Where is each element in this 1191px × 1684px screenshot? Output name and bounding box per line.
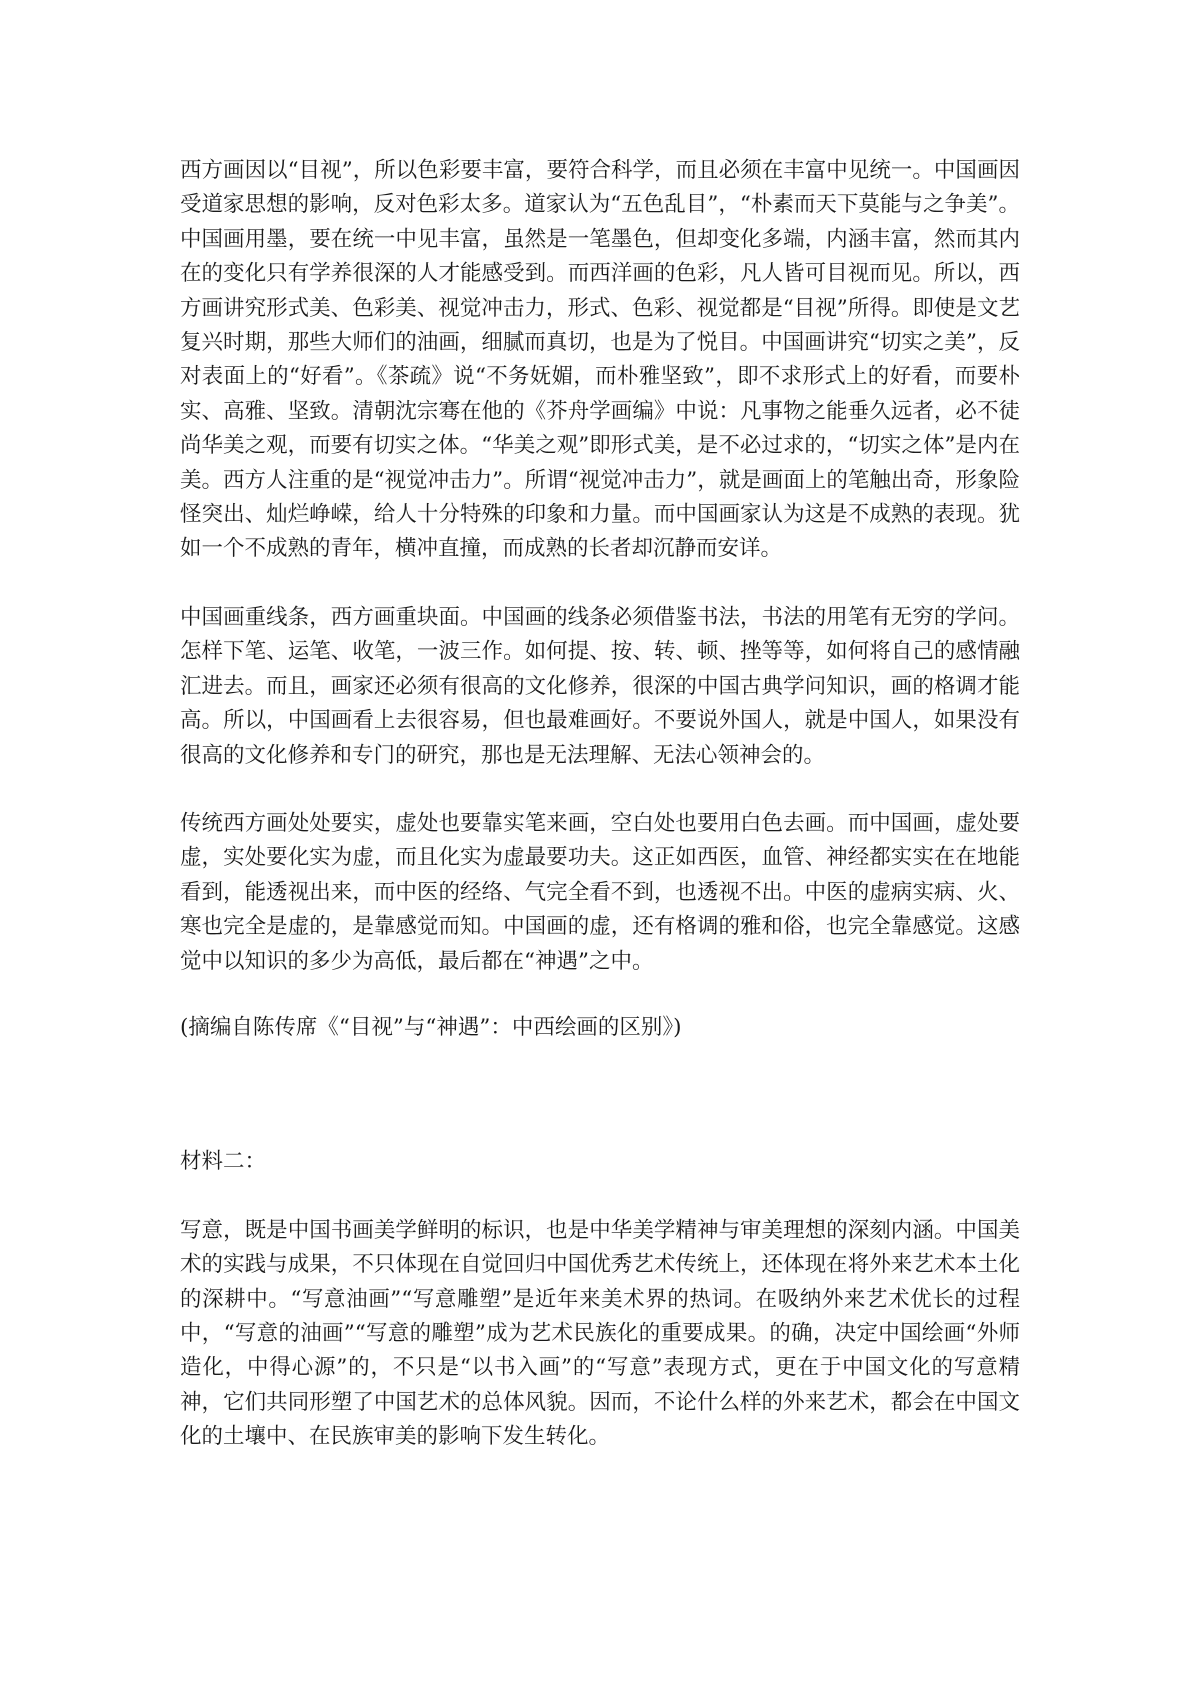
paragraph-color: 西方画因以“目视”，所以色彩要丰富，要符合科学，而且必须在丰富中见统一。中国画因受道家思想的影响，反对色彩太多。道家认为“五色乱目”，“朴素而天下莫能与之争美”。中国画用墨，要在统一中见丰富，虽然是一笔墨色，但却变化多端，内涵丰富，然而其内在的变化只有学养很深的人才能感受到。而西洋画的色彩，凡人皆可目视而见。所以，西方画讲究形式美、色彩美、视觉冲击力，形式、色彩、视觉都是“目视”所得。即使是文艺复兴时期，那些大师们的油画，细腻而真切，也是为了悦目。中国画讲究“切实之美”，反对表面上的“好看”。《茶疏》说“不务妩媚，而朴雅坚致”，即不求形式上的好看，而要朴实、高雅、坚致。清朝沈宗骞在他的《芥舟学画编》中说：凡事物之能垂久远者，必不徒尚华美之观，而要有切实之体。“华美之观”即形式美，是不必过求的，“切实之体”是内在美。西方人注重的是“视觉冲击力”。所谓“视觉冲击力”，就是画面上的笔触出奇，形象险怪突出、灿烂峥嵘，给人十分特殊的印象和力量。而中国画家认为这是不成熟的表现。犹如一个不成熟的青年，横冲直撞，而成熟的长者却沉静而安详。 bbox=[180, 158, 1020, 562]
paragraph-void: 传统西方画处处要实，虚处也要靠实笔来画，空白处也要用白色去画。而中国画，虚处要虚，实处要化实为虚，而且化实为虚最要功夫。这正如西医，血管、神经都实实在在地能看到，能透视出来，而中医的经络、气完全看不到，也透视不出。中医的虚病实病、火、寒也完全是虚的，是靠感觉而知。中国画的虚，还有格调的雅和俗，也完全靠感觉。这感觉中以知识的多少为高低，最后都在“神遇”之中。 bbox=[180, 810, 1020, 974]
paragraph-xieyi: 写意，既是中国书画美学鲜明的标识，也是中华美学精神与审美理想的深刻内涵。中国美术的实践与成果，不只体现在自觉回归中国优秀艺术传统上，还体现在将外来艺术本土化的深耕中。“写意油画”“写意雕塑”是近年来美术界的热词。在吸纳外来艺术优长的过程中，“写意的油画”“写意的雕塑”成为艺术民族化的重要成果。的确，决定中国绘画“外师造化，中得心源”的，不只是“以书入画”的“写意”表现方式，更在于中国文化的写意精神，它们共同形塑了中国艺术的总体风貌。因而，不论什么样的外来艺术，都会在中国文化的土壤中、在民族审美的影响下发生转化。 bbox=[180, 1217, 1020, 1450]
paragraph-line: 中国画重线条，西方画重块面。中国画的线条必须借鉴书法，书法的用笔有无穷的学问。怎样下笔、运笔、收笔，一波三作。如何提、按、转、顿、挫等等，如何将自己的感情融汇进去。而且，画家还必须有很高的文化修养，很深的中国古典学问知识，画的格调才能高。所以，中国画看上去很容易，但也最难画好。不要说外国人，就是中国人，如果没有很高的文化修养和专门的研究，那也是无法理解、无法心领神会的。 bbox=[180, 604, 1020, 768]
document-body bbox=[180, 154, 1020, 1455]
material-two-heading: 材料二： bbox=[180, 1149, 267, 1175]
source-citation: (摘编自陈传席《“目视”与“神遇”：中西绘画的区别》) bbox=[180, 1014, 682, 1040]
